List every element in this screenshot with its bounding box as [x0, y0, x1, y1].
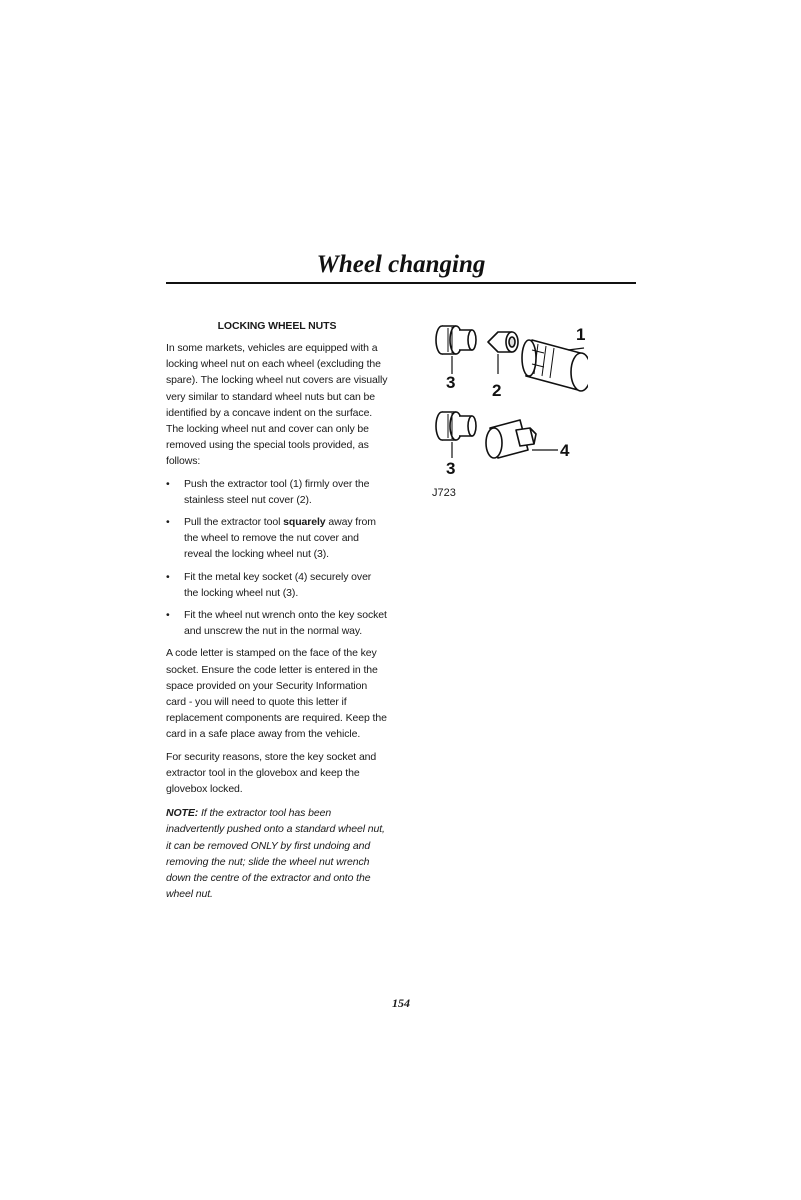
- nut-cover-icon: [488, 332, 518, 352]
- emphasis-text: squarely: [283, 516, 326, 529]
- locking-wheel-nut-icon: [436, 412, 476, 440]
- bullet-icon: •: [166, 609, 170, 622]
- list-item-text: Fit the metal key socket (4) securely over the locking wheel nut (3).: [184, 570, 372, 599]
- list-item: [166, 514, 388, 563]
- callout-locking-nut: 3: [446, 459, 456, 478]
- figure-code: J723: [432, 487, 456, 499]
- extractor-tool-icon: [522, 340, 588, 391]
- callout-nut-cover: 2: [492, 381, 502, 400]
- bullet-icon: •: [166, 570, 170, 583]
- list-item-text: [184, 516, 376, 560]
- text-column: [166, 318, 388, 903]
- page-number: 154: [392, 996, 410, 1010]
- key-socket-icon: [486, 420, 536, 458]
- note-label: NOTE:: [166, 807, 199, 820]
- callout-extractor-tool: 1: [576, 325, 586, 344]
- list-item-text: Push the extractor tool (1) firmly over the stainless steel nut cover (2).: [184, 477, 370, 506]
- bullet-icon: •: [166, 516, 170, 529]
- section-heading: LOCKING WHEEL NUTS: [217, 320, 337, 332]
- intro-paragraph: In some markets, vehicles are equipped with a locking wheel nut on each wheel (excluding the spare). The locking wheel nut covers are visually very similar to standard wheel nuts but can be identified by a concave indent on the surface. The locking wheel nut and cover can only be removed using the special tools provided, as follows:: [166, 342, 388, 468]
- title-rule: [166, 282, 636, 284]
- list-item: [166, 607, 388, 639]
- bullet-icon: •: [166, 477, 170, 490]
- page-title: Wheel changing: [316, 251, 486, 278]
- list-item-text-end: away from the wheel to remove the nut cover and reveal the locking wheel nut (3).: [184, 516, 376, 561]
- code-letter-paragraph: A code letter is stamped on the face of the key socket. Ensure the code letter is entered in the space provided on your Security Information card - you will need to quote this letter if replacement components are required. Keep the card in a safe place away from the vehicle.: [166, 647, 387, 741]
- callout-locking-nut: 3: [446, 373, 456, 392]
- instruction-list: [166, 476, 388, 640]
- list-item-text: Fit the wheel nut wrench onto the key socket and unscrew the nut in the normal way.: [184, 609, 387, 638]
- list-item: [166, 569, 388, 601]
- note-paragraph: [166, 805, 388, 902]
- list-item: [166, 476, 388, 508]
- security-paragraph: For security reasons, store the key socket and extractor tool in the glovebox and keep the glovebox locked.: [166, 750, 377, 796]
- locking-wheel-nut-icon: [436, 326, 476, 354]
- note-text: If the extractor tool has been inadvertently pushed onto a standard wheel nut, it can be removed ONLY by first undoing and removing the nut; slide the wheel nut wrench down the centre of the extractor and onto the wheel nut.: [166, 807, 385, 901]
- callout-key-socket: 4: [560, 441, 570, 460]
- locking-wheel-nut-illustration: [428, 318, 588, 478]
- list-item-text-start: Pull the extractor tool: [184, 516, 284, 529]
